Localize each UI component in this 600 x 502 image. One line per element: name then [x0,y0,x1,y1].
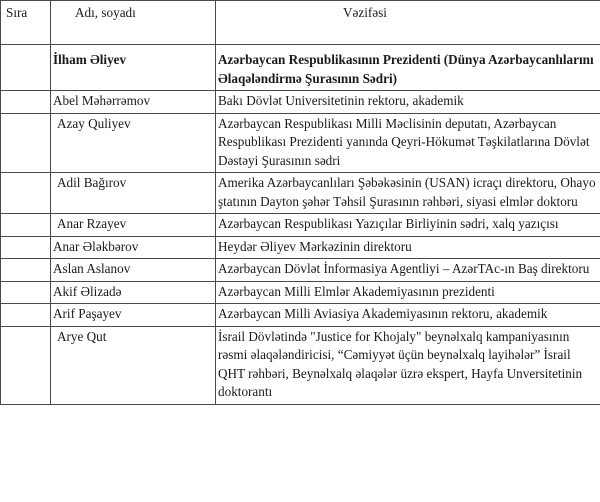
position-cell: Azərbaycan Dövlət İnformasiya Agentliyi – AzərTAc-ın Baş direktoru [216,259,600,282]
table-row [1,326,600,404]
order-cell [1,113,51,173]
order-cell [1,281,51,304]
position-cell: Azərbaycan Milli Aviasiya Akademiyasının rektoru, akademik [216,304,600,327]
table-row [1,259,600,282]
table-row [1,281,600,304]
table-row [1,91,600,114]
name-cell: Azay Quliyev [51,113,216,173]
table-row [1,236,600,259]
order-cell [1,91,51,114]
name-cell: Abel Məhərrəmov [51,91,216,114]
order-cell [1,326,51,404]
name-cell: Arif Paşayev [51,304,216,327]
position-cell: Azərbaycan Respublikası Milli Məclisinin deputatı, Azərbaycan Respublikası Prezidenti yanında Qeyri-Hökumət Təşkilatlarına Dövlət Dəstəyi Şurasının sədri [216,113,600,173]
name-cell: Adil Bağırov [51,173,216,214]
header-name: Adı, soyadı [51,1,216,45]
position-cell: İsrail Dövlətində "Justice for Khojaly" beynəlxalq kampaniyasının rəsmi əlaqələndiricisi, “Cəmiyyət üçün beynəlxalq layihələr” İsrail QHT rəhbəri, Beynəlxalq əlaqələr üzrə ekspert, Hayfa Unversitetinin doktorantı [216,326,600,404]
order-cell [1,214,51,237]
table-row [1,45,600,91]
order-cell [1,236,51,259]
table-row [1,113,600,173]
order-cell [1,259,51,282]
name-cell: Anar Rzayev [51,214,216,237]
name-cell: İlham Əliyev [51,45,216,91]
name-cell: Arye Qut [51,326,216,404]
name-cell: Anar Ələkbərov [51,236,216,259]
position-cell: Bakı Dövlət Universitetinin rektoru, akademik [216,91,600,114]
position-cell: Heydər Əliyev Mərkəzinin direktoru [216,236,600,259]
header-order: Sıra [1,1,51,45]
position-cell: Amerika Azərbaycanlıları Şəbəkəsinin (USAN) icraçı direktoru, Ohayo ştatının Dayton şəhər Təhsil Şurasının rəhbəri, siyasi elmlər doktoru [216,173,600,214]
table-row [1,214,600,237]
table-header-row [1,1,600,45]
order-cell [1,45,51,91]
order-cell [1,173,51,214]
order-cell [1,304,51,327]
header-position: Vəzifəsi [216,1,600,45]
table-row [1,173,600,214]
name-cell: Akif Əlizadə [51,281,216,304]
position-cell: Azərbaycan Milli Elmlər Akademiyasının prezidenti [216,281,600,304]
position-cell: Azərbaycan Respublikası Yazıçılar Birliyinin sədri, xalq yazıçısı [216,214,600,237]
position-cell: Azərbaycan Respublikasının Prezidenti (Dünya Azərbaycanlılarını Əlaqələndirmə Şurasının Sədri) [216,45,600,91]
table-row [1,304,600,327]
name-cell: Aslan Aslanov [51,259,216,282]
